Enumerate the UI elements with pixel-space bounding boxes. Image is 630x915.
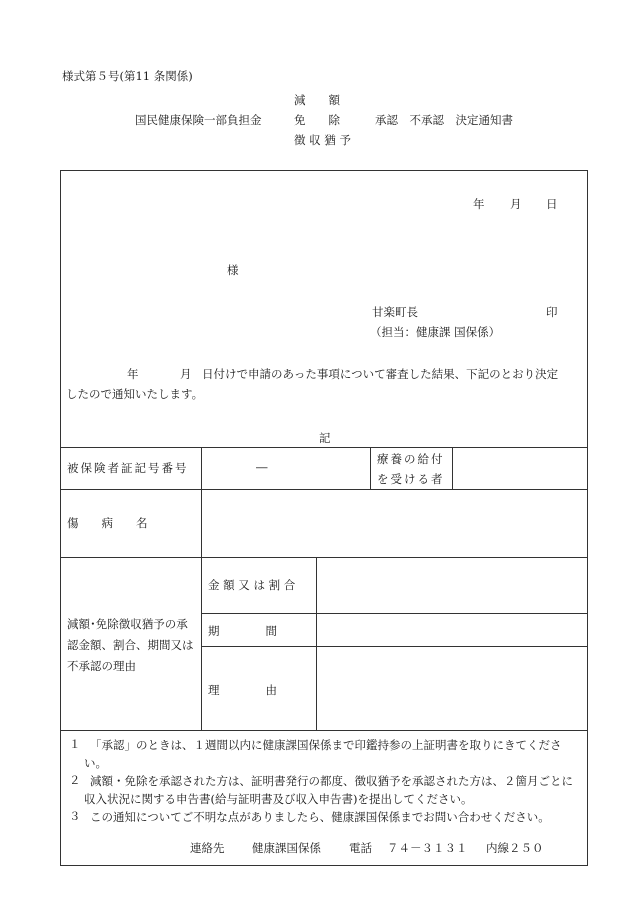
period-label: 期 間 [208,624,277,638]
contact-department: （担当：健康課 国保係） [370,325,501,339]
ki-label: 記 [319,431,331,445]
table-divider [201,447,202,730]
contact-footer-phone: ７４－３１３１ [387,841,468,855]
table-divider [370,447,371,489]
addressee-suffix: 様 [227,263,239,277]
notice-body-line1: 日付けで申請のあった事項について審査した結果、下記のとおり決定 [202,367,559,381]
date-day-label: 日 [546,197,558,211]
notice-year: 年 [127,367,139,381]
date-month-label: 月 [510,197,522,211]
seal-mark: 印 [546,305,558,319]
note-number: １ [69,737,81,751]
note-number: ３ [69,809,81,823]
table-bottom-line [61,730,587,731]
date-year-label: 年 [473,197,485,211]
insured-number-label: 被保険者証記号番号 [67,461,189,475]
title-option-deferral: 徴 収 猶 予 [294,133,351,147]
insured-number-value: ― [256,460,268,474]
table-divider [316,557,317,730]
title-option-reduction: 減 額 [294,93,340,107]
table-line [201,613,587,614]
notice-body-line2: したので通知いたします。 [66,387,204,401]
amount-ratio-label: 金 額 又 は 割 合 [208,578,296,592]
reason-label: 理 由 [208,683,277,697]
note-number: ２ [69,773,81,787]
title-suffix: 承認 不承認 決定通知書 [375,113,513,127]
contact-footer-department: 健康課国保係 [252,841,321,855]
disease-name-label: 傷 病 名 [67,516,148,530]
table-divider [452,447,453,489]
issuer-name: 甘楽町長 [372,305,418,319]
table-line [61,489,587,490]
notice-month: 月 [180,367,192,381]
contact-footer-phone-label: 電話 [349,841,372,855]
table-top-line [61,447,587,448]
table-line [61,557,587,558]
table-line [201,646,587,647]
approval-details-label: 減額･免除徴収猶予の承認金額、割合、期間又は不承認の理由 [67,617,194,673]
benefit-recipient-label-2: を受ける者 [377,472,445,486]
note-text: 減額・免除を承認された方は、証明書発行の都度、徴収猶予を承認された方は、２箇月ごとに収入状況に関する申告書(給与証明書及び収入申告書)を提出してください。 [84,774,573,806]
title-option-exemption: 免 除 [294,113,340,127]
note-text: 「承認」のときは、１週間以内に健康課国保係まで印鑑持参の上証明書を取りにきてください。 [84,738,562,770]
contact-footer-extension: 内線２５０ [486,841,544,855]
benefit-recipient-label-1: 療養の給付 [377,452,445,466]
title-prefix: 国民健康保険一部負担金 [135,113,262,127]
form-number: 様式第５号(第11 条関係) [62,69,193,83]
note-text: この通知についてご不明な点がありましたら、健康課国保係までお問い合わせください。 [90,810,550,824]
contact-footer-label: 連絡先 [190,841,225,855]
